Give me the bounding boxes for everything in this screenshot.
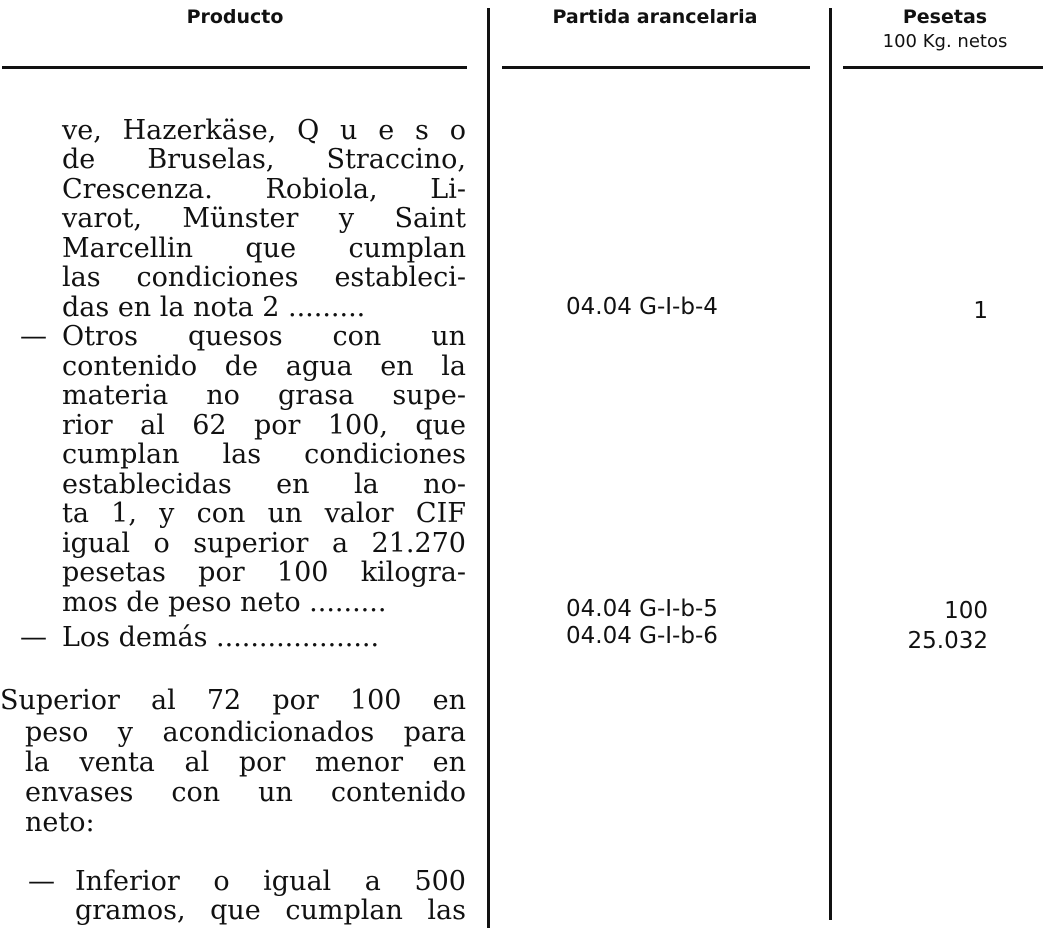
- header-producto: Producto: [186, 6, 284, 28]
- product-line: peso y acondicionados para: [25, 717, 466, 748]
- pesetas-value: 1: [973, 298, 988, 324]
- header-pesetas: Pesetas: [902, 6, 988, 28]
- product-line: gramos, que cumplan las: [75, 895, 466, 926]
- product-line: establecidas en la no-: [62, 469, 466, 500]
- product-line: contenido de agua en la: [62, 351, 466, 382]
- header-rule-partida: [502, 66, 810, 69]
- product-line: varot, Münster y Saint: [62, 203, 466, 234]
- partida-code: 04.04 G-I-b-6: [566, 623, 718, 649]
- product-line: las condiciones estableci-: [62, 262, 466, 293]
- pesetas-value: 100: [944, 598, 988, 624]
- dash-marker: —: [20, 321, 47, 352]
- product-line: materia no grasa supe-: [62, 380, 466, 411]
- product-line: pesetas por 100 kilogra-: [62, 557, 466, 588]
- column-divider-2: [829, 8, 832, 920]
- header-pesetas-sub: 100 Kg. netos: [882, 31, 1008, 52]
- column-divider-1: [487, 8, 490, 928]
- partida-code: 04.04 G-I-b-4: [566, 294, 718, 320]
- product-line: das en la nota 2 .........: [62, 292, 366, 323]
- dash-marker: —: [28, 866, 55, 897]
- product-line: igual o superior a 21.270: [62, 528, 466, 559]
- product-line: ve, Hazerkäse, Q u e s o: [62, 115, 466, 146]
- product-line: rior al 62 por 100, que: [62, 410, 466, 441]
- product-line: neto:: [25, 807, 95, 838]
- product-line: Los demás ...................: [62, 622, 380, 653]
- product-line: envases con un contenido: [25, 777, 466, 808]
- header-rule-producto: [2, 66, 467, 69]
- product-line: Inferior o igual a 500: [75, 866, 466, 897]
- header-partida-arancelaria: Partida arancelaria: [552, 6, 758, 28]
- partida-code: 04.04 G-I-b-5: [566, 596, 718, 622]
- dash-marker: —: [20, 622, 47, 653]
- product-line: Marcellin que cumplan: [62, 233, 466, 264]
- product-line: ta 1, y con un valor CIF: [62, 498, 466, 529]
- product-line: Crescenza. Robiola, Li-: [62, 174, 466, 205]
- product-line: la venta al por menor en: [25, 747, 466, 778]
- pesetas-value: 25.032: [907, 628, 988, 654]
- product-line: de Bruselas, Straccino,: [62, 144, 466, 175]
- product-line: Superior al 72 por 100 en: [0, 685, 466, 716]
- product-line: mos de peso neto .........: [62, 587, 387, 618]
- product-line: cumplan las condiciones: [62, 439, 466, 470]
- header-rule-pesetas: [843, 66, 1043, 69]
- product-line: Otros quesos con un: [62, 321, 466, 352]
